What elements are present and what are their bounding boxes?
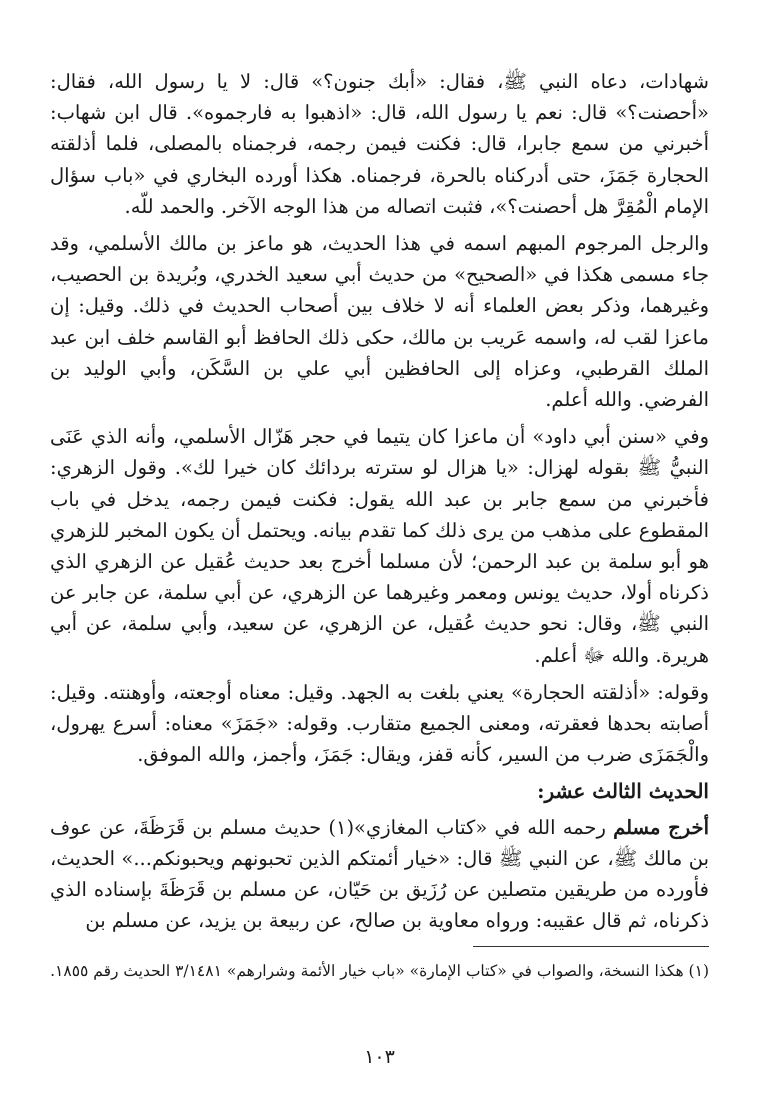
paragraph-4: وقوله: «أذلقته الحجارة» يعني بلغت به الجهد. وقيل: معناه أوجعته، وأوهنته. وقيل: أصابته بحدها فعقرته، ومعنى الجميع متقارب. وقوله: «جَمَزَ» معناه: أسرع يهرول، والْجَمَزَى ضرب من السير، كأنه قفز، ويقال: جَمَزَ، وأجمز، والله الموفق. <box>50 680 709 767</box>
paragraph-2: والرجل المرجوم المبهم اسمه في هذا الحديث، هو ماعز بن مالك الأسلمي، وقد جاء مسمى هكذا في «الصحيح» من حديث أبي سعيد الخدري، وبُريدة بن الحصيب، وغيرهما، وذكر بعض العلماء أنه لا خلاف بين أصحاب الحديث في ذلك. وقيل: إن ماعزا لقب له، واسمه عَريب بن مالك، حكى ذلك الحافظ أبو القاسم خلف ابن عبد الملك القرطبي، وعزاه إلى الحافظين أبي علي بن السَّكَن، وأبي الوليد بن الفرضي. والله أعلم. <box>50 232 709 412</box>
hadith-intro-lead: أخرج مسلم <box>613 815 709 839</box>
hadith-paragraph <box>50 812 709 937</box>
hadith-intro-text: رحمه الله في «كتاب المغازي»(١) حديث مسلم بن قَرَظَةَ، عن عوف بن مالك ﷺ، عن النبي ﷺ قال: «خيار أئمتكم الذين تحبونهم ويحبونكم...» الحديث، فأورده من طريقين متصلين عن رُزَيق بن حَيّان، عن مسلم بن قَرَظَةَ بإسناده الذي ذكرناه، ثم قال عقيبه: ورواه معاوية بن صالح، عن ربيعة بن يزيد، عن مسلم بن <box>50 815 709 933</box>
footnote: (١) هكذا النسخة، والصواب في «كتاب الإمارة» «باب خيار الأئمة وشرارهم» ٣/١٤٨١ الحديث رقم ١٨٥٥. <box>50 962 709 980</box>
page-number: ١٠٣ <box>364 1046 395 1068</box>
section-title: الحديث الثالث عشر: <box>537 779 709 804</box>
footnote-divider <box>473 946 709 947</box>
paragraph-3: وفي «سنن أبي داود» أن ماعزا كان يتيما في حجر هَزّال الأسلمي، وأنه الذي عَنَى النبيُّ ﷺ بقوله لهزال: «يا هزال لو سترته بردائك كان خيرا لك». وقول الزهري: فأخبرني من سمع جابر بن عبد الله يقول: فكنت فيمن رجمه، يدخل في باب المقطوع على مذهب من يرى ذلك كما تقدم بيانه. ويحتمل أن يكون المخبر للزهري هو أبو سلمة بن عبد الرحمن؛ لأن مسلما أخرج بعد حديث عُقيل عن الزهري الذي ذكرناه أولا، حديث يونس ومعمر وغيرهما عن الزهري، عن أبي سلمة، عن جابر عن النبي ﷺ، وقال: نحو حديث عُقيل، عن الزهري، عن سعيد، وأبي سلمة، عن أبي هريرة. والله ﷻ أعلم. <box>50 425 709 667</box>
paragraph-1: شهادات، دعاه النبي ﷺ، فقال: «أبك جنون؟» قال: لا يا رسول الله، فقال: «أحصنت؟» قال: نعم يا رسول الله، قال: «اذهبوا به فارجموه». قال ابن شهاب: أخبرني من سمع جابرا، قال: فكنت فيمن رجمه، فرجمناه بالمصلى، فلما أذلقته الحجارة جَمَزَ، حتى أدركناه بالحرة، فرجمناه. هكذا أورده البخاري في «باب سؤال الإمام الْمُقِرَّ هل أحصنت؟»، فثبت اتصاله من هذا الوجه الآخر. والحمد للّه. <box>50 70 709 218</box>
